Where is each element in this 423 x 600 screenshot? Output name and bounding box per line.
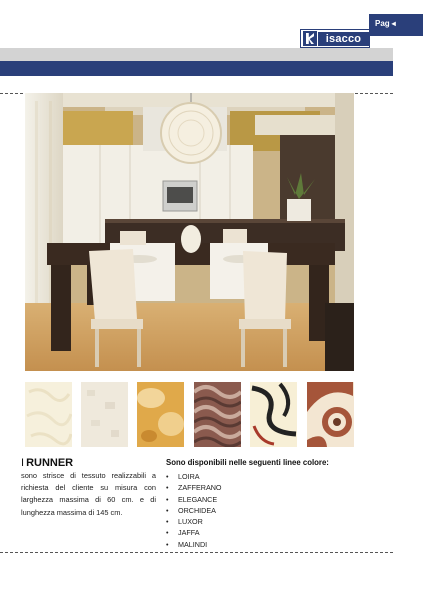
brown-swirl-swatch: [307, 382, 354, 447]
k-monogram-icon: [303, 31, 317, 46]
page-number-tab: Pag ◂: [369, 14, 423, 36]
color-lines-list: [166, 471, 222, 550]
list-item: • ZAFFERANO: [166, 483, 222, 493]
cream-texture-swatch: [25, 382, 72, 447]
saffron-texture-swatch: [137, 382, 184, 447]
page-label: Pag: [375, 19, 390, 28]
isacco-logo: [300, 29, 370, 48]
availability-heading: Sono disponibili nelle seguenti linee colore:: [166, 458, 329, 467]
orchid-pattern-swatch: [194, 382, 241, 447]
list-item: • ORCHIDEA: [166, 505, 216, 515]
header-blue-band: [0, 61, 393, 76]
list-item: • LUXOR: [166, 517, 203, 527]
runner-heading: [21, 457, 73, 469]
list-item: • LOIRA: [166, 472, 200, 481]
runner-title: RUNNER: [26, 457, 74, 469]
header-gray-band: [0, 48, 393, 61]
title-bar-marker: I: [21, 457, 25, 469]
dining-room-illustration: [25, 93, 354, 371]
list-item: • ELEGANCE: [166, 494, 218, 504]
ivory-texture-swatch: [81, 382, 128, 447]
brand-name: isacco: [318, 32, 369, 46]
list-item: • JAFFA: [166, 528, 200, 538]
black-swirl-swatch: [250, 382, 297, 447]
list-item: • MALINDI: [166, 539, 208, 549]
bottom-dashed-divider: [0, 552, 393, 553]
runner-description: sono strisce di tessuto realizzabili a richiesta del cliente su misura con larghezza massima di 60 cm. e di lunghezza massima di 145 cm.: [21, 471, 156, 517]
dining-room-photo: [25, 93, 354, 371]
